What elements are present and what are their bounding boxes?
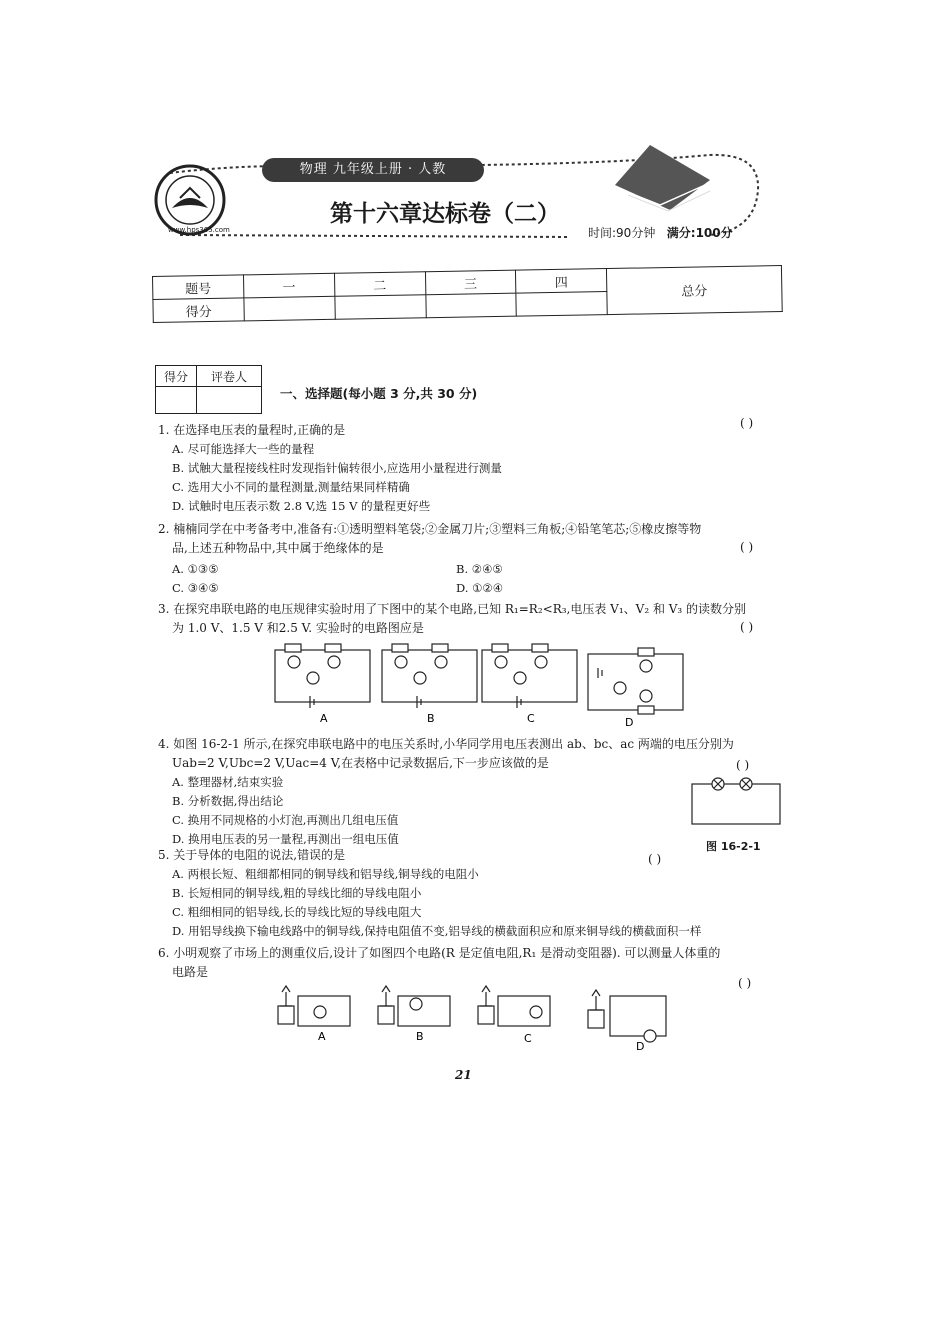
question-stem: 6. 小明观察了市场上的测重仪后,设计了如图四个电路(R 是定值电阻,R₁ 是滑动变阻器). 可以测量人体重的 bbox=[158, 946, 721, 960]
score-input-cell[interactable] bbox=[244, 296, 335, 321]
circuit-label: B bbox=[427, 712, 435, 725]
answer-paren[interactable]: ( ) bbox=[740, 620, 754, 634]
question-1 bbox=[158, 421, 788, 516]
option: A. 整理器材,结束实验 bbox=[172, 775, 284, 789]
option: C. 换用不同规格的小灯泡,再测出几组电压值 bbox=[172, 813, 399, 827]
question-2 bbox=[158, 520, 798, 558]
q3-circuit-a bbox=[275, 644, 370, 708]
score-table-cell: 总分 bbox=[606, 266, 782, 315]
time-limit: 时间:90分钟 bbox=[588, 226, 656, 240]
answer-paren[interactable]: ( ) bbox=[740, 540, 754, 554]
circuit-label: B bbox=[416, 1030, 424, 1043]
score-input-cell[interactable] bbox=[425, 293, 516, 318]
score-table-cell: 三 bbox=[425, 270, 516, 295]
grader-score-label: 得分 bbox=[156, 366, 197, 387]
question-stem: Uab=2 V,Ubc=2 V,Uac=4 V,在表格中记录数据后,下一步应该做的是 bbox=[172, 756, 549, 770]
circuit-label: D bbox=[636, 1040, 645, 1053]
question-stem: 品,上述五种物品中,其中属于绝缘体的是 bbox=[172, 541, 384, 555]
score-table-cell: 一 bbox=[243, 273, 334, 298]
option: B. ②④⑤ bbox=[456, 562, 503, 576]
question-stem: 2. 楠楠同学在中考备考中,准备有:①透明塑料笔袋;②金属刀片;③塑料三角板;④铅笔笔芯;⑤橡皮擦等物 bbox=[158, 522, 702, 536]
q6-circuit-diagrams bbox=[270, 982, 690, 1062]
page-number: 21 bbox=[455, 1068, 472, 1082]
grader-name-label: 评卷人 bbox=[197, 366, 262, 387]
question-stem: 1. 在选择电压表的量程时,正确的是 bbox=[158, 423, 346, 437]
grader-name-cell[interactable] bbox=[197, 387, 262, 414]
score-table-cell: 得分 bbox=[153, 298, 244, 323]
answer-paren[interactable]: ( ) bbox=[738, 976, 752, 990]
question-3 bbox=[158, 600, 798, 638]
score-table-cell: 二 bbox=[334, 272, 425, 297]
circuit-label: D bbox=[625, 716, 634, 728]
logo-site-text: www.hps365.com bbox=[168, 226, 230, 234]
option: D. 换用电压表的另一量程,再测出一组电压值 bbox=[172, 832, 399, 846]
figure-caption: 图 16-2-1 bbox=[706, 840, 761, 853]
circuit-label: A bbox=[320, 712, 328, 725]
question-stem: 5. 关于导体的电阻的说法,错误的是 bbox=[158, 848, 346, 862]
option: A. ①③⑤ bbox=[172, 562, 219, 576]
q3-circuit-d bbox=[588, 648, 683, 714]
figure-16-2-1 bbox=[688, 776, 788, 831]
option: A. 尽可能选择大一些的量程 bbox=[172, 442, 315, 456]
q6-circuit-d bbox=[588, 990, 666, 1042]
circuit-label: C bbox=[524, 1032, 532, 1045]
question-stem: 3. 在探究串联电路的电压规律实验时用了下图中的某个电路,已知 R₁=R₂<R₃,电压表 V₁、V₂ 和 V₃ 的读数分别 bbox=[158, 602, 747, 616]
q3-circuit-b bbox=[382, 644, 477, 708]
option: C. ③④⑤ bbox=[172, 581, 219, 595]
grader-box bbox=[155, 365, 262, 414]
score-table bbox=[152, 265, 783, 323]
score-input-cell[interactable] bbox=[516, 292, 607, 317]
question-5 bbox=[158, 846, 808, 941]
circuit-label: C bbox=[527, 712, 535, 725]
option: C. 粗细相同的铝导线,长的导线比短的导线电阻大 bbox=[172, 905, 422, 919]
option: B. 试触大量程接线柱时发现指针偏转很小,应选用小量程进行测量 bbox=[172, 461, 502, 475]
score-table-cell: 题号 bbox=[153, 275, 244, 300]
question-stem: 为 1.0 V、1.5 V 和2.5 V. 实验时的电路图应是 bbox=[172, 621, 424, 635]
section-title: 一、选择题(每小题 3 分,共 30 分) bbox=[280, 386, 478, 401]
option: B. 分析数据,得出结论 bbox=[172, 794, 284, 808]
score-table-cell: 四 bbox=[516, 269, 607, 294]
q6-circuit-b bbox=[378, 986, 450, 1026]
question-stem: 4. 如图 16-2-1 所示,在探究串联电路中的电压关系时,小华同学用电压表测出 ab、bc、ac 两端的电压分别为 bbox=[158, 737, 734, 751]
page-title: 第十六章达标卷（二） bbox=[330, 201, 560, 227]
option: C. 选用大小不同的量程测量,测量结果同样精确 bbox=[172, 480, 410, 494]
answer-paren[interactable]: ( ) bbox=[740, 416, 754, 430]
score-input-cell[interactable] bbox=[335, 295, 426, 320]
grader-score-cell[interactable] bbox=[156, 387, 197, 414]
series-label: 物理 九年级上册 · 人教 bbox=[262, 158, 484, 182]
option: D. ①②④ bbox=[456, 581, 504, 595]
option: D. 试触时电压表示数 2.8 V,选 15 V 的量程更好些 bbox=[172, 499, 431, 513]
option: A. 两根长短、粗细都相同的铜导线和铝导线,铜导线的电阻小 bbox=[172, 867, 479, 881]
answer-paren[interactable]: ( ) bbox=[736, 758, 750, 772]
q6-circuit-a bbox=[278, 986, 350, 1026]
option: D. 用铝导线换下输电线路中的铜导线,保持电阻值不变,铝导线的横截面积应和原来铜导线的横截面积一样 bbox=[172, 924, 702, 938]
question-6 bbox=[158, 944, 808, 982]
book-icon bbox=[615, 145, 710, 211]
circuit-label: A bbox=[318, 1030, 326, 1043]
answer-paren[interactable]: ( ) bbox=[648, 852, 662, 866]
q6-circuit-c bbox=[478, 986, 550, 1026]
question-stem: 电路是 bbox=[172, 965, 209, 979]
exam-meta bbox=[588, 224, 733, 241]
full-score: 满分:100分 bbox=[666, 226, 733, 240]
q3-circuit-diagrams bbox=[270, 640, 700, 728]
q3-circuit-c bbox=[482, 644, 577, 708]
option: B. 长短相同的铜导线,粗的导线比细的导线电阻小 bbox=[172, 886, 422, 900]
